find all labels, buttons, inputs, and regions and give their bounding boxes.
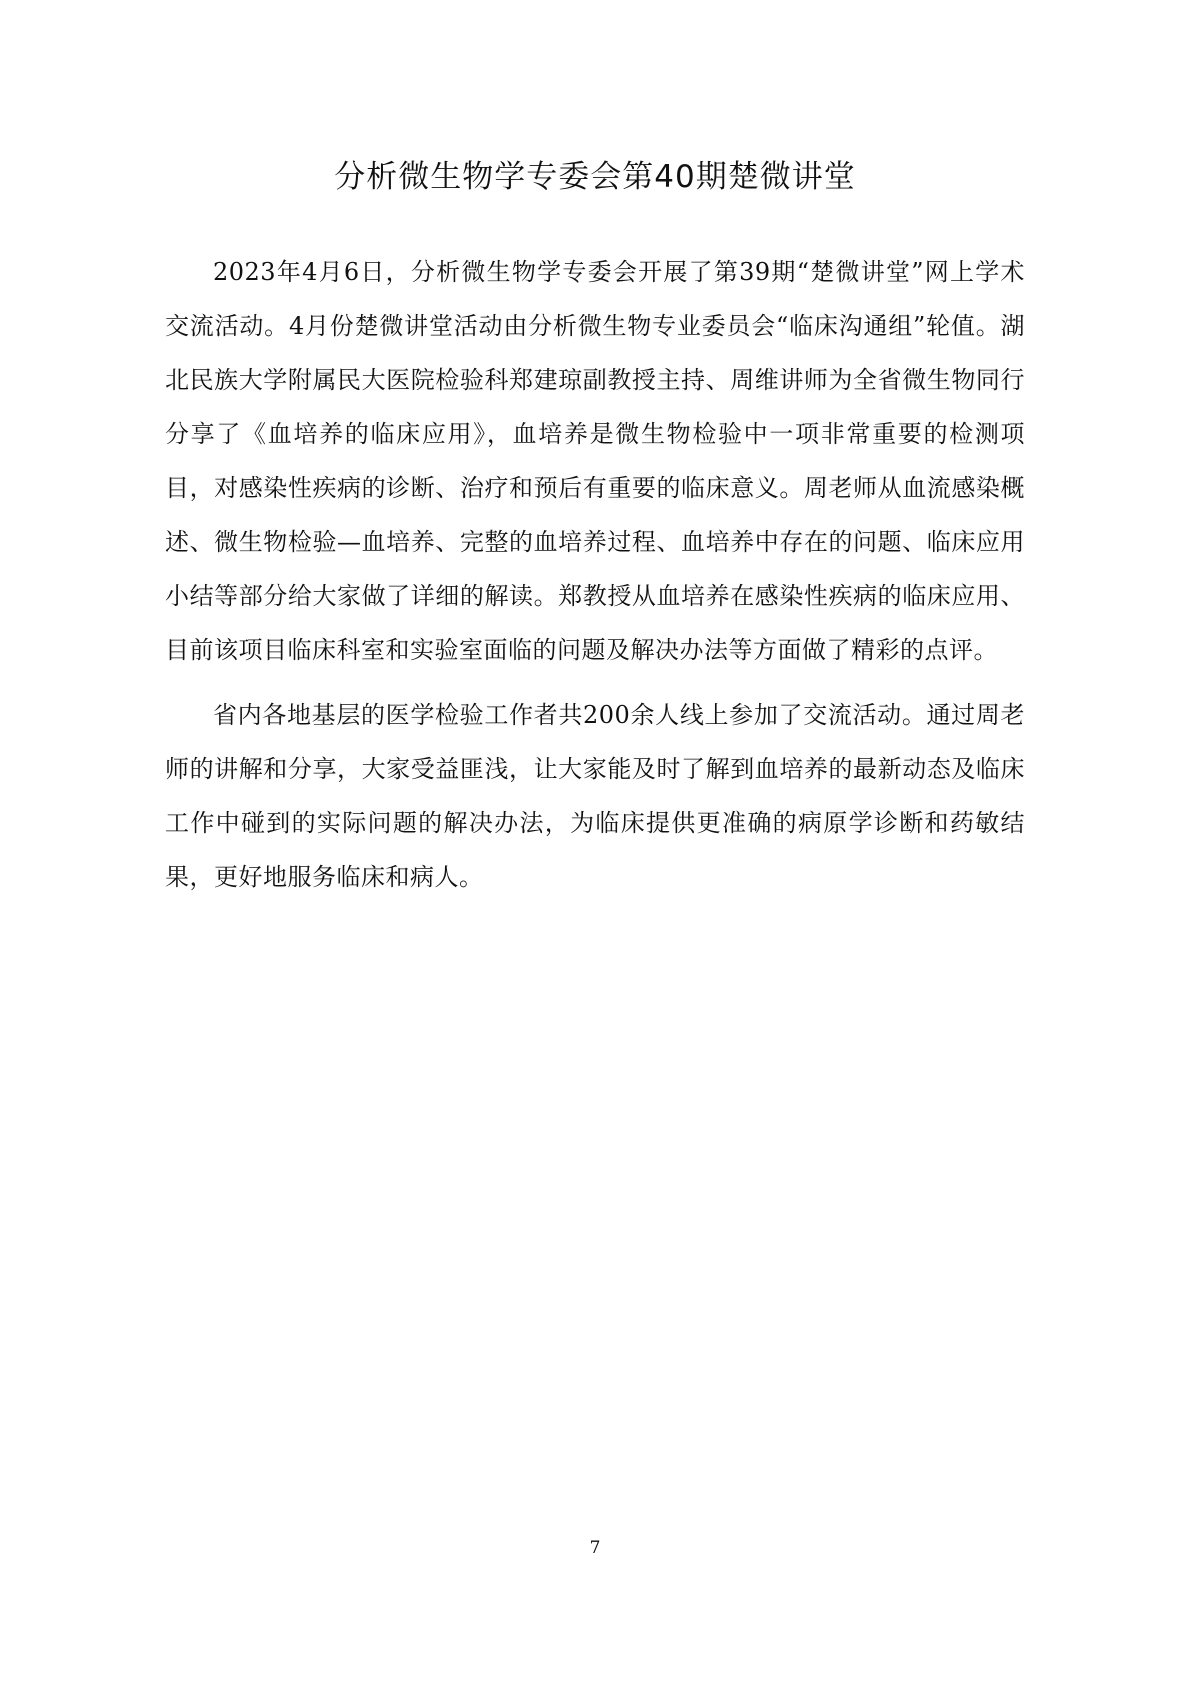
document-body [165, 245, 1025, 904]
body-paragraph-2: 省内各地基层的医学检验工作者共200余人线上参加了交流活动。通过周老师的讲解和分享，大家受益匪浅，让大家能及时了解到血培养的最新动态及临床工作中碰到的实际问题的解决办法，为临床提供更准确的病原学诊断和药敏结果，更好地服务临床和病人。 [165, 701, 1025, 891]
page-number: 7 [589, 1538, 601, 1558]
document-title: 分析微生物学专委会第40期楚微讲堂 [334, 159, 856, 195]
body-paragraph-1: 2023年4月6日，分析微生物学专委会开展了第39期“楚微讲堂”网上学术交流活动。4月份楚微讲堂活动由分析微生物专业委员会“临床沟通组”轮值。湖北民族大学附属民大医院检验科郑建琼副教授主持、周维讲师为全省微生物同行分享了《血培养的临床应用》，血培养是微生物检验中一项非常重要的检测项目，对感染性疾病的诊断、治疗和预后有重要的临床意义。周老师从血流感染概述、微生物检验—血培养、完整的血培养过程、血培养中存在的问题、临床应用小结等部分给大家做了详细的解读。郑教授从血培养在感染性疾病的临床应用、目前该项目临床科室和实验室面临的问题及解决办法等方面做了精彩的点评。 [165, 258, 1025, 664]
